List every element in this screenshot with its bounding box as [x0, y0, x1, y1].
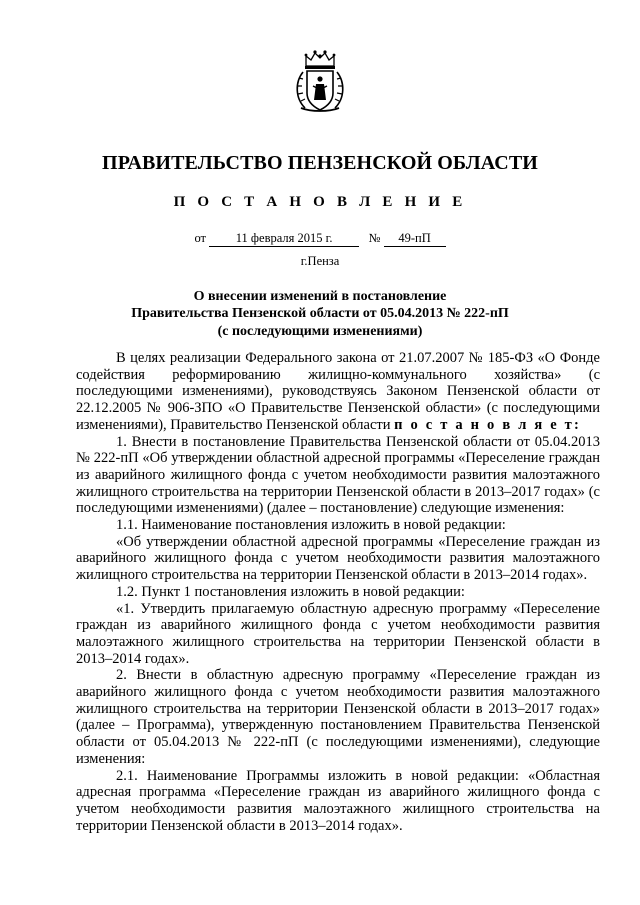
number-prefix: №	[368, 231, 381, 245]
preamble-text: В целях реализации Федерального закона от 21.07.2007 № 185-ФЗ «О Фонде содействия реформированию жилищно-коммунального хозяйства» (с последующими изменениями), руководствуясь Законом Пензенской области от 22.12.2005 № 906-ЗПО «О Правительстве Пензенской области» (с последующими изменениями), Правительство Пензенской области	[76, 350, 600, 433]
penza-coat-of-arms-icon	[293, 48, 347, 114]
resolves-verb: п о с т а н о в л я е т:	[394, 416, 582, 433]
document-date: 11 февраля 2015 г.	[209, 231, 359, 247]
paragraph-item-2-1: 2.1. Наименование Программы изложить в новой редакции: «Областная адресная программа «Переселение граждан из аварийного жилищного фонда с учетом необходимости развития малоэтажного жилищного строительства на территории Пензенской области в 2013–2014 годах».	[76, 767, 600, 834]
date-prefix: от	[194, 231, 206, 245]
date-number-line	[0, 231, 640, 247]
paragraph-item-1-2: 1.2. Пункт 1 постановления изложить в новой редакции:	[116, 583, 465, 600]
document-number: 49-пП	[384, 231, 446, 247]
document-body	[76, 350, 600, 834]
city: г.Пенза	[300, 254, 340, 268]
title-line-1: О внесении изменений в постановление	[193, 289, 447, 304]
title-line-2: Правительства Пензенской области от 05.04.2013 № 222-пП	[131, 306, 509, 322]
paragraph-item-1-2-text: «1. Утвердить прилагаемую областную адресную программу «Переселение граждан из аварийного жилищного фонда с учетом необходимости развития малоэтажного жилищного строительства на территории Пензенской области в 2013–2014 годах».	[76, 600, 600, 667]
title-line-3: (с последующими изменениями)	[217, 323, 423, 339]
paragraph-item-1: 1. Внести в постановление Правительства Пензенской области от 05.04.2013 № 222-пП «Об утверждении областной адресной программы «Переселение граждан из аварийного жилищного фонда с учетом необходимости развития малоэтажного жилищного строительства на территории Пензенской области в 2013–2017 годах» (с последующими изменениями) (далее – постановление) следующие изменения:	[76, 433, 600, 517]
paragraph-item-1-1-text: «Об утверждении областной адресной программы «Переселение граждан из аварийного жилищного фонда с учетом необходимости развития малоэтажного жилищного строительства на территории Пензенской области в 2013–2014 годах».	[76, 533, 600, 584]
document-type: П О С Т А Н О В Л Е Н И Е	[173, 194, 467, 210]
government-name: ПРАВИТЕЛЬСТВО ПЕНЗЕНСКОЙ ОБЛАСТИ	[102, 152, 538, 174]
paragraph-item-1-1: 1.1. Наименование постановления изложить в новой редакции:	[116, 517, 506, 534]
paragraph-preamble	[76, 350, 600, 434]
paragraph-item-2: 2. Внести в областную адресную программу «Переселение граждан из аварийного жилищного фонда с учетом необходимости развития малоэтажного жилищного строительства на территории Пензенской области в 2013–2017 годах» (далее – Программа), утвержденную постановлением Правительства Пензенской области от 05.04.2013 № 222-пП (с последующими изменениями), следующие изменения:	[76, 667, 600, 767]
document-title	[60, 288, 580, 340]
